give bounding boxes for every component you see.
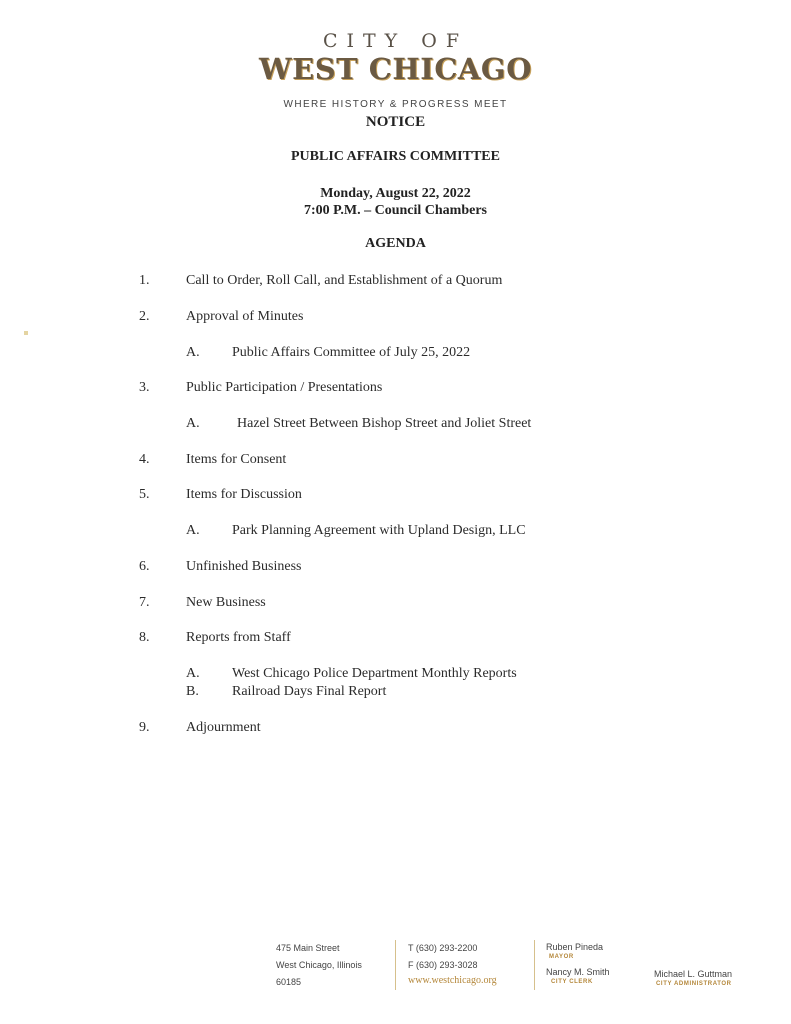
agenda-subitem: Railroad Days Final Report <box>232 684 387 699</box>
footer-address-line: 475 Main Street <box>276 943 340 953</box>
agenda-item: Approval of Minutes <box>186 309 304 324</box>
agenda-subitem-letter: A. <box>186 523 200 538</box>
footer-address-line: West Chicago, Illinois <box>276 960 362 970</box>
agenda-item-number: 6. <box>139 559 150 574</box>
footer-website-link[interactable]: www.westchicago.org <box>408 975 497 986</box>
notice-heading: NOTICE <box>365 114 426 130</box>
footer-phone: T (630) 293-2200 <box>408 943 478 953</box>
agenda-subitem-letter: A. <box>186 666 200 681</box>
committee-heading: PUBLIC AFFAIRS COMMITTEE <box>291 149 500 164</box>
footer-administrator-title: CITY ADMINISTRATOR <box>656 981 732 987</box>
agenda-subitem: Park Planning Agreement with Upland Design, LLC <box>232 523 526 538</box>
agenda-item: Unfinished Business <box>186 559 302 574</box>
agenda-item: Adjournment <box>186 720 261 735</box>
agenda-item-number: 4. <box>139 452 150 467</box>
agenda-item-number: 2. <box>139 309 150 324</box>
agenda-item-number: 9. <box>139 720 150 735</box>
agenda-item-number: 3. <box>139 380 150 395</box>
footer-mayor-name: Ruben Pineda <box>546 942 604 952</box>
agenda-subitem: West Chicago Police Department Monthly Reports <box>232 666 517 681</box>
footer-administrator-name: Michael L. Guttman <box>654 969 733 979</box>
logo-west-chicago: WEST CHICAGO <box>259 52 532 86</box>
agenda-subitem: Hazel Street Between Bishop Street and Joliet Street <box>237 416 532 431</box>
footer-fax: F (630) 293-3028 <box>408 960 478 970</box>
agenda-subitem: Public Affairs Committee of July 25, 2022 <box>232 345 471 360</box>
agenda-item: Items for Discussion <box>186 487 302 502</box>
agenda-item: Items for Consent <box>186 452 287 467</box>
agenda-subitem-letter: A. <box>186 416 200 431</box>
meeting-time-place: 7:00 P.M. – Council Chambers <box>303 203 488 218</box>
footer-divider <box>534 940 535 990</box>
agenda-subitem-letter: A. <box>186 345 200 360</box>
agenda-item: Call to Order, Roll Call, and Establishment of a Quorum <box>186 273 503 288</box>
agenda-subitem-letter: B. <box>186 684 199 699</box>
agenda-item-number: 1. <box>139 273 150 288</box>
agenda-item-number: 5. <box>139 487 150 502</box>
agenda-item-number: 7. <box>139 595 150 610</box>
agenda-item: New Business <box>186 595 266 610</box>
footer-mayor-title: MAYOR <box>549 954 574 960</box>
footer-address-line: 60185 <box>276 977 302 987</box>
logo-city-of: CITY OF <box>322 30 469 52</box>
scan-speck <box>24 331 28 335</box>
agenda-item: Public Participation / Presentations <box>186 380 383 395</box>
agenda-item: Reports from Staff <box>186 630 291 645</box>
footer-clerk-title: CITY CLERK <box>551 979 593 985</box>
agenda-heading: AGENDA <box>365 236 426 251</box>
logo-tagline: WHERE HISTORY & PROGRESS MEET <box>283 99 508 110</box>
footer-divider <box>395 940 396 990</box>
meeting-date: Monday, August 22, 2022 <box>320 186 471 201</box>
agenda-item-number: 8. <box>139 630 150 645</box>
footer-clerk-name: Nancy M. Smith <box>546 967 610 977</box>
